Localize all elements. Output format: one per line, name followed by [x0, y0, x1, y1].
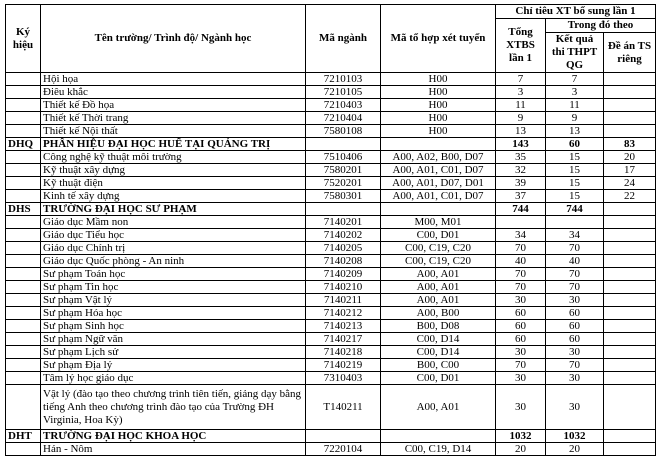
cell-tong: 32: [496, 164, 546, 177]
cell-ky-hieu: [6, 177, 41, 190]
cell-de-an: [604, 372, 656, 385]
cell-ten-nganh: Kỹ thuật điện: [41, 177, 306, 190]
cell-de-an: 20: [604, 151, 656, 164]
cell-tong: 3: [496, 86, 546, 99]
cell-de-an: [604, 229, 656, 242]
cell-ket-qua-thi: 40: [546, 255, 604, 268]
cell-ket-qua-thi: 1032: [546, 430, 604, 443]
cell-de-an: [604, 255, 656, 268]
cell-ma-nganh: 7520201: [306, 177, 381, 190]
cell-ma-to-hop: H00: [381, 86, 496, 99]
cell-ky-hieu: [6, 320, 41, 333]
cell-ma-nganh: 7220104: [306, 443, 381, 456]
cell-ky-hieu: [6, 73, 41, 86]
cell-ma-to-hop: C00, D14: [381, 333, 496, 346]
cell-ma-nganh: 7310403: [306, 372, 381, 385]
cell-ma-to-hop: C00, C19, D14: [381, 443, 496, 456]
table-row: [6, 281, 656, 294]
cell-ky-hieu: [6, 294, 41, 307]
cell-ma-nganh: [306, 138, 381, 151]
table-row: [6, 268, 656, 281]
cell-ma-to-hop: A00, A01, C01, D07: [381, 164, 496, 177]
cell-de-an: 24: [604, 177, 656, 190]
cell-ket-qua-thi: 30: [546, 346, 604, 359]
cell-de-an: 17: [604, 164, 656, 177]
cell-de-an: [604, 73, 656, 86]
cell-tong: 34: [496, 229, 546, 242]
cell-ma-to-hop: A00, A02, B00, D07: [381, 151, 496, 164]
cell-ten-nganh: Sư phạm Vật lý: [41, 294, 306, 307]
cell-ten-nganh: Sư phạm Địa lý: [41, 359, 306, 372]
cell-ket-qua-thi: 15: [546, 190, 604, 203]
table-row: [6, 443, 656, 456]
cell-ket-qua-thi: 11: [546, 99, 604, 112]
cell-ma-to-hop: C00, D01: [381, 229, 496, 242]
cell-ky-hieu: [6, 125, 41, 138]
cell-tong: 30: [496, 372, 546, 385]
cell-ket-qua-thi: 34: [546, 229, 604, 242]
cell-ten-nganh: Tâm lý học giáo dục: [41, 372, 306, 385]
cell-ky-hieu: [6, 307, 41, 320]
cell-ket-qua-thi: [546, 216, 604, 229]
cell-de-an: [604, 125, 656, 138]
table-row: [6, 372, 656, 385]
cell-tong: 30: [496, 294, 546, 307]
cell-ky-hieu: [6, 372, 41, 385]
cell-tong: 13: [496, 125, 546, 138]
admission-table: [5, 4, 656, 456]
cell-ma-nganh: 7140217: [306, 333, 381, 346]
cell-tong: 1032: [496, 430, 546, 443]
table-row: [6, 125, 656, 138]
table-row: [6, 86, 656, 99]
cell-ky-hieu: DHQ: [6, 138, 41, 151]
table-row: [6, 333, 656, 346]
cell-de-an: [604, 112, 656, 125]
cell-tong: 37: [496, 190, 546, 203]
cell-ky-hieu: DHS: [6, 203, 41, 216]
cell-ky-hieu: [6, 333, 41, 346]
table-row: [6, 320, 656, 333]
cell-tong: 30: [496, 346, 546, 359]
cell-ma-to-hop: H00: [381, 73, 496, 86]
cell-ma-nganh: 7580301: [306, 190, 381, 203]
cell-tong: 9: [496, 112, 546, 125]
cell-ma-nganh: 7140208: [306, 255, 381, 268]
table-row: [6, 385, 656, 430]
section-row: [6, 430, 656, 443]
cell-ma-to-hop: B00, C00: [381, 359, 496, 372]
cell-tong: 60: [496, 333, 546, 346]
cell-ky-hieu: [6, 268, 41, 281]
cell-ma-nganh: 7140218: [306, 346, 381, 359]
cell-ma-to-hop: A00, A01, D07, D01: [381, 177, 496, 190]
cell-ket-qua-thi: 60: [546, 307, 604, 320]
section-row: [6, 138, 656, 151]
cell-ky-hieu: [6, 99, 41, 112]
cell-tong: 70: [496, 242, 546, 255]
cell-de-an: [604, 307, 656, 320]
cell-ky-hieu: [6, 255, 41, 268]
table-row: [6, 294, 656, 307]
cell-ky-hieu: [6, 385, 41, 430]
header-de-an: Đề án TS riêng: [604, 33, 656, 73]
cell-ma-nganh: 7140209: [306, 268, 381, 281]
cell-de-an: [604, 216, 656, 229]
cell-de-an: [604, 242, 656, 255]
cell-ma-to-hop: [381, 430, 496, 443]
cell-de-an: [604, 203, 656, 216]
cell-ten-nganh: Thiết kế Đồ họa: [41, 99, 306, 112]
cell-ten-nganh: Thiết kế Thời trang: [41, 112, 306, 125]
header-tong: Tổng XTBS lần 1: [496, 19, 546, 73]
cell-ky-hieu: [6, 281, 41, 294]
cell-ma-to-hop: [381, 203, 496, 216]
cell-tong: 70: [496, 281, 546, 294]
cell-ky-hieu: [6, 190, 41, 203]
cell-ten-nganh: Sư phạm Lịch sử: [41, 346, 306, 359]
cell-ma-to-hop: H00: [381, 125, 496, 138]
cell-ma-nganh: 7140212: [306, 307, 381, 320]
cell-ket-qua-thi: 60: [546, 138, 604, 151]
cell-ten-nganh: Công nghệ kỹ thuật môi trường: [41, 151, 306, 164]
header-ten-truong: Tên trường/ Trình độ/ Ngành học: [41, 5, 306, 73]
table-row: [6, 177, 656, 190]
cell-ma-nganh: 7210404: [306, 112, 381, 125]
cell-ma-to-hop: M00, M01: [381, 216, 496, 229]
cell-tong: 744: [496, 203, 546, 216]
section-row: [6, 203, 656, 216]
table-row: [6, 190, 656, 203]
cell-ky-hieu: [6, 346, 41, 359]
cell-ket-qua-thi: 20: [546, 443, 604, 456]
cell-tong: 20: [496, 443, 546, 456]
table-row: [6, 73, 656, 86]
cell-ket-qua-thi: 60: [546, 333, 604, 346]
cell-ten-nganh: Vật lý (đào tạo theo chương trình tiên tiến, giảng dạy bằng tiếng Anh theo chương trình đào tạo của Trường ĐH Virginia, Hoa Kỳ): [41, 385, 306, 430]
cell-ket-qua-thi: 15: [546, 177, 604, 190]
cell-de-an: [604, 443, 656, 456]
table-row: [6, 164, 656, 177]
cell-ma-nganh: [306, 430, 381, 443]
cell-ma-to-hop: A00, A01: [381, 268, 496, 281]
cell-de-an: [604, 86, 656, 99]
cell-ten-nganh: Kỹ thuật xây dựng: [41, 164, 306, 177]
cell-de-an: [604, 430, 656, 443]
cell-ma-nganh: 7140202: [306, 229, 381, 242]
cell-ma-nganh: 7210105: [306, 86, 381, 99]
cell-de-an: [604, 294, 656, 307]
table-row: [6, 112, 656, 125]
cell-de-an: [604, 281, 656, 294]
cell-ket-qua-thi: 30: [546, 294, 604, 307]
cell-de-an: [604, 320, 656, 333]
cell-tong: 60: [496, 320, 546, 333]
cell-ma-nganh: [306, 203, 381, 216]
cell-ma-nganh: T140211: [306, 385, 381, 430]
cell-ten-nganh: Giáo dục Mầm non: [41, 216, 306, 229]
cell-tong: 143: [496, 138, 546, 151]
cell-tong: 11: [496, 99, 546, 112]
cell-ma-to-hop: A00, A01: [381, 281, 496, 294]
cell-tong: 40: [496, 255, 546, 268]
cell-ma-to-hop: A00, A01: [381, 385, 496, 430]
cell-ky-hieu: [6, 443, 41, 456]
cell-ma-to-hop: [381, 138, 496, 151]
cell-ket-qua-thi: 13: [546, 125, 604, 138]
table-row: [6, 242, 656, 255]
cell-ten-nganh: Giáo dục Quốc phòng - An ninh: [41, 255, 306, 268]
cell-ma-to-hop: H00: [381, 112, 496, 125]
cell-ten-nganh: Sư phạm Toán học: [41, 268, 306, 281]
cell-ma-nganh: 7140211: [306, 294, 381, 307]
cell-ky-hieu: [6, 164, 41, 177]
cell-ket-qua-thi: 70: [546, 359, 604, 372]
cell-ma-nganh: 7140210: [306, 281, 381, 294]
cell-ma-nganh: 7140205: [306, 242, 381, 255]
cell-ket-qua-thi: 70: [546, 281, 604, 294]
cell-de-an: [604, 359, 656, 372]
cell-ky-hieu: [6, 86, 41, 99]
cell-tong: 60: [496, 307, 546, 320]
cell-ket-qua-thi: 70: [546, 242, 604, 255]
cell-ket-qua-thi: 15: [546, 151, 604, 164]
cell-ten-nganh: Sư phạm Sinh học: [41, 320, 306, 333]
cell-ma-nganh: 7580108: [306, 125, 381, 138]
cell-tong: 35: [496, 151, 546, 164]
header-ma-to-hop: Mã tổ hợp xét tuyển: [381, 5, 496, 73]
cell-ma-to-hop: C00, D01: [381, 372, 496, 385]
cell-ma-to-hop: C00, D14: [381, 346, 496, 359]
cell-ma-to-hop: C00, C19, C20: [381, 255, 496, 268]
header-chi-tieu: Chỉ tiêu XT bổ sung lần 1: [496, 5, 656, 19]
cell-ten-nganh: Thiết kế Nội thất: [41, 125, 306, 138]
header-trong-do: Trong đó theo: [546, 19, 656, 33]
header-ky-hieu: Ký hiệu: [6, 5, 41, 73]
table-row: [6, 359, 656, 372]
table-row: [6, 229, 656, 242]
table-row: [6, 151, 656, 164]
cell-ket-qua-thi: 9: [546, 112, 604, 125]
cell-tong: [496, 216, 546, 229]
cell-ma-to-hop: A00, B00: [381, 307, 496, 320]
cell-tong: 39: [496, 177, 546, 190]
table-row: [6, 99, 656, 112]
cell-ten-nganh: Giáo dục Chính trị: [41, 242, 306, 255]
cell-de-an: [604, 333, 656, 346]
table-row: [6, 346, 656, 359]
cell-ten-nganh: Kinh tế xây dựng: [41, 190, 306, 203]
table-row: [6, 255, 656, 268]
cell-ten-nganh: Giáo dục Tiểu học: [41, 229, 306, 242]
table-row: [6, 307, 656, 320]
header-ma-nganh: Mã ngành: [306, 5, 381, 73]
cell-ky-hieu: [6, 151, 41, 164]
cell-tong: 70: [496, 268, 546, 281]
cell-ket-qua-thi: 30: [546, 385, 604, 430]
cell-ma-to-hop: B00, D08: [381, 320, 496, 333]
cell-ma-to-hop: A00, A01, C01, D07: [381, 190, 496, 203]
cell-tong: 70: [496, 359, 546, 372]
cell-ten-nganh: Điêu khắc: [41, 86, 306, 99]
cell-ky-hieu: [6, 112, 41, 125]
cell-ket-qua-thi: 15: [546, 164, 604, 177]
cell-ma-nganh: 7580201: [306, 164, 381, 177]
cell-ten-nganh: PHÂN HIỆU ĐẠI HỌC HUẾ TẠI QUẢNG TRỊ: [41, 138, 306, 151]
cell-de-an: 83: [604, 138, 656, 151]
cell-ket-qua-thi: 60: [546, 320, 604, 333]
cell-de-an: [604, 346, 656, 359]
cell-ma-nganh: 7210403: [306, 99, 381, 112]
cell-ten-nganh: Hán - Nôm: [41, 443, 306, 456]
cell-ket-qua-thi: 3: [546, 86, 604, 99]
cell-ten-nganh: TRƯỜNG ĐẠI HỌC SƯ PHẠM: [41, 203, 306, 216]
cell-de-an: [604, 385, 656, 430]
table-body: [6, 73, 656, 456]
cell-de-an: [604, 268, 656, 281]
cell-ten-nganh: Sư phạm Ngữ văn: [41, 333, 306, 346]
cell-ket-qua-thi: 744: [546, 203, 604, 216]
cell-de-an: 22: [604, 190, 656, 203]
cell-ma-nganh: 7210103: [306, 73, 381, 86]
cell-ma-to-hop: A00, A01: [381, 294, 496, 307]
cell-tong: 30: [496, 385, 546, 430]
cell-ten-nganh: Sư phạm Hóa học: [41, 307, 306, 320]
cell-ma-nganh: 7140213: [306, 320, 381, 333]
header-ket-qua-thi: Kết quả thi THPT QG: [546, 33, 604, 73]
cell-ten-nganh: TRƯỜNG ĐẠI HỌC KHOA HỌC: [41, 430, 306, 443]
cell-ma-nganh: 7140201: [306, 216, 381, 229]
cell-ky-hieu: [6, 242, 41, 255]
cell-ma-nganh: 7510406: [306, 151, 381, 164]
cell-ten-nganh: Sư phạm Tin học: [41, 281, 306, 294]
cell-ma-nganh: 7140219: [306, 359, 381, 372]
cell-ket-qua-thi: 70: [546, 268, 604, 281]
cell-ket-qua-thi: 30: [546, 372, 604, 385]
cell-ma-to-hop: C00, C19, C20: [381, 242, 496, 255]
cell-ten-nganh: Hội họa: [41, 73, 306, 86]
cell-de-an: [604, 99, 656, 112]
cell-ky-hieu: DHT: [6, 430, 41, 443]
cell-ky-hieu: [6, 216, 41, 229]
cell-ky-hieu: [6, 359, 41, 372]
cell-ky-hieu: [6, 229, 41, 242]
cell-ket-qua-thi: 7: [546, 73, 604, 86]
table-row: [6, 216, 656, 229]
cell-tong: 7: [496, 73, 546, 86]
cell-ma-to-hop: H00: [381, 99, 496, 112]
